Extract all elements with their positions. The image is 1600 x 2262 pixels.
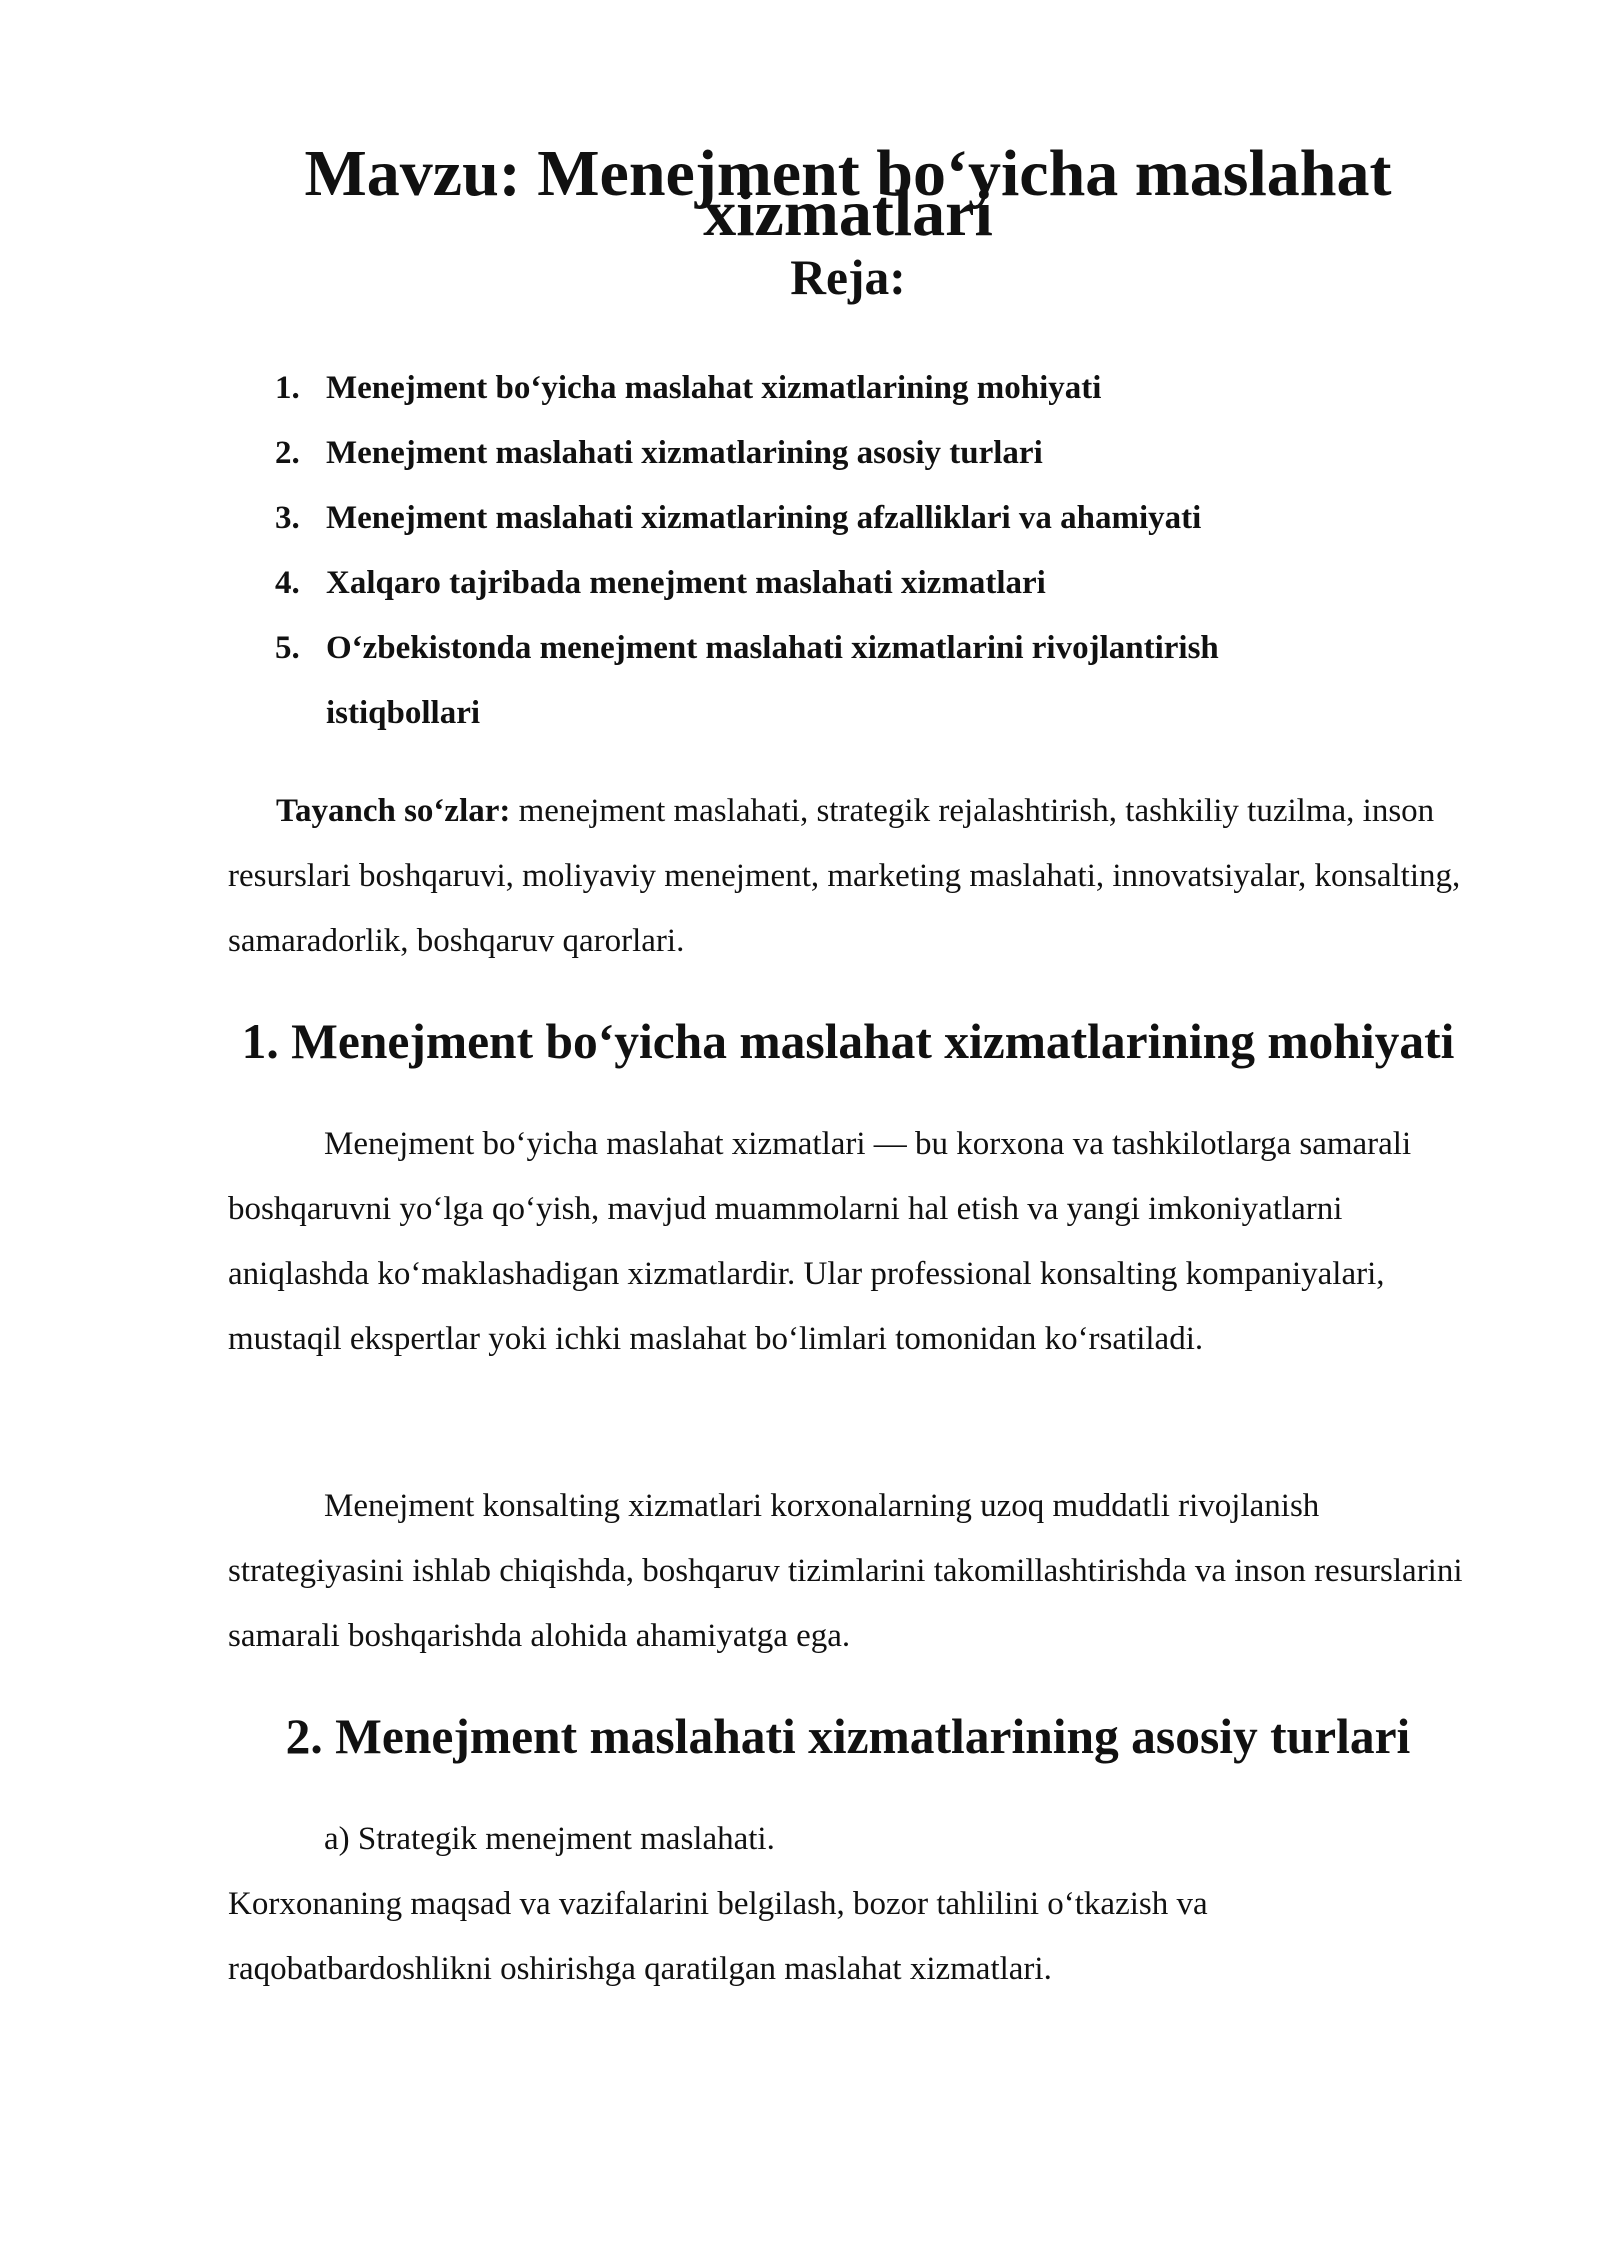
plan-item-number: 1. <box>275 370 300 406</box>
keywords-paragraph <box>228 779 1468 974</box>
plan-item-number: 3. <box>275 500 300 536</box>
plan-item-text: Menejment bo‘yicha maslahat xizmatlarining mohiyati <box>326 370 1102 406</box>
plan-item <box>228 486 1378 551</box>
section-2-heading: 2. Menejment maslahati xizmatlarining asosiy turlari <box>285 1709 1411 1764</box>
document-title: Mavzu: Menejment bo‘yicha maslahat xizmatlari <box>304 137 1392 250</box>
plan-item-number: 4. <box>275 565 300 601</box>
section-1-heading: 1. Menejment bo‘yicha maslahat xizmatlarining mohiyati <box>241 1014 1455 1069</box>
keywords-label: Tayanch so‘zlar: <box>276 793 511 829</box>
plan-item-text: Menejment maslahati xizmatlarining asosiy turlari <box>326 435 1043 471</box>
plan-item-number: 5. <box>275 630 300 666</box>
plan-item-text: Menejment maslahati xizmatlarining afzalliklari va ahamiyati <box>326 500 1202 536</box>
plan-title: Reja: <box>790 250 906 305</box>
plan-item-number: 2. <box>275 435 300 471</box>
plan-list <box>228 356 1378 746</box>
keywords-text: menejment maslahati, strategik rejalashtirish, tashkiliy tuzilma, inson resurslari boshqaruvi, moliyaviy menejment, marketing maslahati, innovatsiyalar, konsalting, samaradorlik, boshqaruv qarorlari. <box>228 793 1461 959</box>
section-1-paragraph-2: Menejment konsalting xizmatlari korxonalarning uzoq muddatli rivojlanish strategiyasini ishlab chiqishda, boshqaruv tizimlarini takomillashtirishda va inson resurslarini samarali boshqarishda alohida ahamiyatga ega. <box>228 1488 1463 1654</box>
plan-item <box>228 551 1378 616</box>
plan-item <box>228 421 1378 486</box>
plan-item-text: Xalqaro tajribada menejment maslahati xizmatlari <box>326 565 1046 601</box>
section-2-subheading: a) Strategik menejment maslahati. <box>324 1821 775 1857</box>
section-1-paragraph-1: Menejment bo‘yicha maslahat xizmatlari — bu korxona va tashkilotlarga samarali boshqaruvni yo‘lga qo‘yish, mavjud muammolarni hal etish va yangi imkoniyatlarni aniqlashda ko‘maklashadigan xizmatlardir. Ular professional konsalting kompaniyalari, mustaqil ekspertlar yoki ichki maslahat bo‘limlari tomonidan ko‘rsatiladi. <box>228 1126 1412 1357</box>
section-2-paragraph: Korxonaning maqsad va vazifalarini belgilash, bozor tahlilini o‘tkazish va raqobatbardoshlikni oshirishga qaratilgan maslahat xizmatlari. <box>228 1886 1208 1987</box>
plan-item <box>228 356 1378 421</box>
plan-item-text: O‘zbekistonda menejment maslahati xizmatlarini rivojlantirish istiqbollari <box>326 630 1219 731</box>
plan-item <box>228 616 1378 746</box>
